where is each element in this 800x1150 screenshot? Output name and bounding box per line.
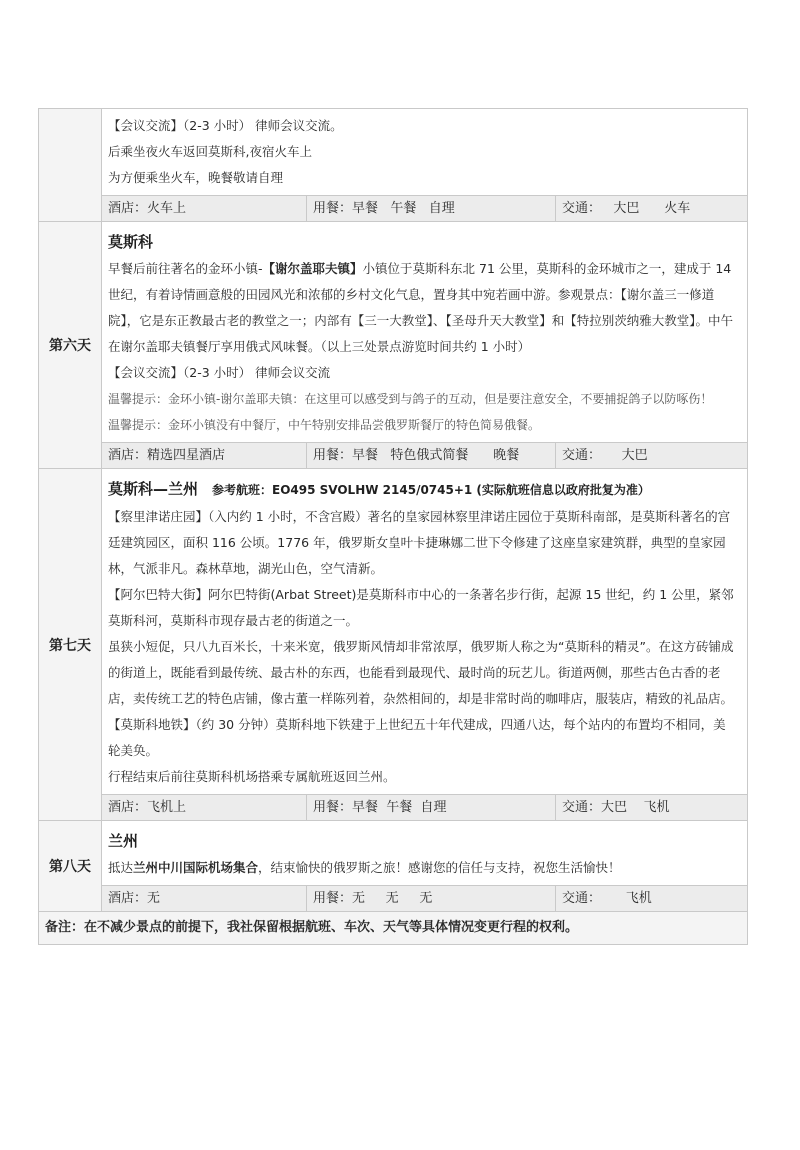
hotel-cell: 酒店：火车上 <box>102 196 307 221</box>
meals-cell: 用餐：早餐 特色俄式简餐 晚餐 <box>307 443 556 468</box>
day7-flight: 参考航班：EO495 SVOLHW 2145/0745+1 (实际航班信息以政府批复为准） <box>212 483 650 497</box>
day8-paragraph: 抵达兰州中川国际机场集合，结束愉快的俄罗斯之旅！感谢您的信任与支持，祝您生活愉快！ <box>108 860 621 875</box>
day6-meeting: 【会议交流】（2-3 小时） 律师会议交流 <box>108 365 331 380</box>
day-label-empty <box>39 109 102 221</box>
day7-paragraph-5: 行程结束后前往莫斯科机场搭乘专属航班返回兰州。 <box>108 769 396 784</box>
day7-row <box>39 469 747 821</box>
day7-paragraph-4: 【莫斯科地铁】（约 30 分钟）莫斯科地下铁建于上世纪五十年代建成，四通八达，每个站内的布置均不相同，美轮美奂。 <box>108 717 726 758</box>
day5-continued-row <box>39 109 747 222</box>
day7-city: 莫斯科—兰州 <box>108 480 199 498</box>
day7-paragraph-3: 虽狭小短促，只八九百米长，十来米宽，俄罗斯风情却非常浓厚，俄罗斯人称之为“莫斯科的精灵”。在这方砖铺成的街道上，既能看到最传统、最古朴的东西，也能看到最现代、最时尚的玩艺儿。街道两侧，那些古色古香的老店，卖传统工艺的特色店铺，像古董一样陈列着，杂然相间的，却是非常时尚的咖啡店，服装店，精致的礼品店。 <box>108 639 734 706</box>
meals-cell: 用餐：无 无 无 <box>307 886 556 911</box>
transport-cell: 交通： 飞机 <box>562 891 652 906</box>
day8-city: 兰州 <box>108 832 139 850</box>
day6-row <box>39 222 747 469</box>
day6-paragraph: 早餐后前往著名的金环小镇-【谢尔盖耶夫镇】小镇位于莫斯科东北 71 公里，莫斯科的金环城市之一，建成于 14 世纪，有着诗情画意般的田园风光和浓郁的乡村文化气息，置身其中宛若画中游。参观景点：【谢尔盖三一修道院】，它是东正教最古老的教堂之一；内部有【三一大教堂】、【圣母升天大教堂】和【特拉别茨纳雅大教堂】。中午在谢尔盖耶夫镇餐厅享用俄式风味餐。（以上三处景点游览时间共约 1 小时） <box>108 261 734 354</box>
day8-info-bar <box>102 885 747 911</box>
day5-meeting-line: 【会议交流】（2-3 小时） 律师会议交流。 <box>108 118 343 133</box>
day6-tip-2: 温馨提示：金环小镇没有中餐厅，中午特别安排品尝俄罗斯餐厅的特色简易俄餐。 <box>108 418 541 432</box>
transport-cell: 交通： 大巴 <box>562 448 648 463</box>
meals-cell: 用餐：早餐 午餐 自理 <box>307 196 556 221</box>
hotel-cell: 酒店：飞机上 <box>102 795 307 820</box>
day7-paragraph-2: 【阿尔巴特大街】阿尔巴特街(Arbat Street)是莫斯科市中心的一条著名步行街，起源 15 世纪，约 1 公里，紧邻莫斯科河，莫斯科市现存最古老的街道之一。 <box>108 587 734 628</box>
day7-paragraph-1: 【察里津诺庄园】（入内约 1 小时，不含宫殿）著名的皇家园林察里津诺庄园位于莫斯科南部，是莫斯科著名的宫廷建筑园区，面积 116 公顷。1776 年，俄罗斯女皇叶卡捷琳娜二世下令修建了这座皇家建筑群，典型的皇家园林，气派非凡。森林草地，湖光山色，空气清新。 <box>108 509 731 576</box>
day6-city: 莫斯科 <box>108 233 154 251</box>
day7-title <box>108 475 737 504</box>
day7-label: 第七天 <box>39 469 102 820</box>
itinerary-table <box>38 108 748 945</box>
day6-tip-1: 温馨提示：金环小镇-谢尔盖耶夫镇：在这里可以感受到与鸽子的互动，但是要注意安全，不要捕捉鸽子以防啄伤！ <box>108 392 713 406</box>
day8-label: 第八天 <box>39 821 102 911</box>
hotel-cell: 酒店：精选四星酒店 <box>102 443 307 468</box>
day5-dinner-line: 为方便乘坐火车，晚餐敬请自理 <box>108 170 284 185</box>
day7-info-bar <box>102 794 747 820</box>
day6-info-bar <box>102 442 747 468</box>
day8-row <box>39 821 747 912</box>
day5-info-bar <box>102 195 747 221</box>
hotel-cell: 酒店：无 <box>102 886 307 911</box>
day5-train-line: 后乘坐夜火车返回莫斯科,夜宿火车上 <box>108 144 312 159</box>
remark-note: 备注：在不减少景点的前提下，我社保留根据航班、车次、天气等具体情况变更行程的权利。 <box>39 912 747 945</box>
transport-cell: 交通：大巴 飞机 <box>562 800 670 815</box>
day6-label: 第六天 <box>39 222 102 468</box>
transport-cell: 交通： 大巴 火车 <box>562 201 691 216</box>
meals-cell: 用餐：早餐 午餐 自理 <box>307 795 556 820</box>
